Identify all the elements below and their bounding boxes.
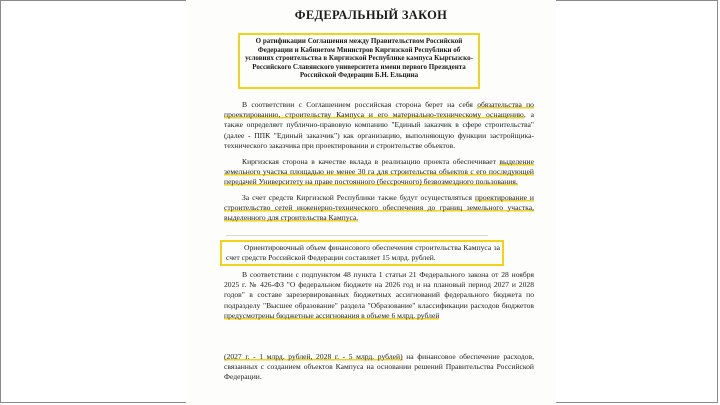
paragraph-budget-law — [224, 270, 534, 321]
paragraph-yearly-split — [224, 352, 534, 383]
paragraph-utility-networks — [224, 193, 534, 224]
highlighted-text: предусмотрены бюджетные ассигнования в объеме 6 млрд. рублей — [224, 310, 440, 320]
paragraph-lead: В соответствии с подпунктом 48 пункта 1 статьи 21 Федерального закона от 28 ноября 2025 г. № 426-ФЗ "О федеральном бюджете на 2026 год и на плановый период 2027 и 2028 годов" в составе зарезервированных бюджетных ассигнований федерального бюджета по подразделу "Высшее образование" раздела "Образование" классификации расходов бюджетов — [224, 270, 534, 310]
highlighted-text: обязательства по проектированию, строительству Кампуса и его материально-техническому оснащению — [224, 100, 534, 120]
highlighted-text: проектирование и строительство сетей инженерно-технического обеспечения до границ земельного участка, выделенного для строительства Кампуса. — [224, 193, 534, 223]
paragraph-funding-volume — [226, 243, 500, 263]
divider — [226, 235, 488, 236]
paragraph-rest: на финансовое обеспечение расходов, связанных с созданием объектов Кампуса на основании решений Правительства Российской Федерации. — [224, 352, 535, 382]
law-preamble: О ратификации Соглашения между Правительством Российской Федерации и Кабинетом Министров Киргизской Республики об условиях строительства в Киргизской Республике кампуса Кыргызско-Российского Славянского университета имени первого Президента Российской Федерации Б.Н. Ельцина — [245, 37, 473, 80]
paragraph-rest: , а также определяет публично-правовую компанию "Единый заказчик в сфере строительства" (далее - ППК "Единый заказчик") как организацию, выполняющую функции застройщика-технического заказчика при проектировании и строительстве объектов. — [224, 110, 534, 150]
paragraph-obligations — [224, 100, 534, 151]
document-page — [186, 0, 556, 405]
highlighted-text: (2027 г. - 1 млрд. рублей, 2028 г. - 5 млрд. рублей) — [224, 352, 403, 361]
highlighted-text: выделение земельного участка площадью не менее 30 га для строительства объектов с его последующей передачей Университету на праве постоянного (бессрочного) безвозмездного пользования. — [224, 157, 534, 187]
paragraph-lead: За счет средств Киргизской Республики также будут осуществляться — [242, 193, 475, 202]
highlighted-text: Ориентировочный объем финансового обеспечения строительства Кампуса за счет средств Российской Федерации составляет 15 млрд. рублей. — [226, 243, 500, 263]
paragraph-lead: Киргизская сторона в качестве вклада в реализацию проекта обеспечивает — [242, 157, 500, 166]
law-title: ФЕДЕРАЛЬНЫЙ ЗАКОН — [294, 8, 448, 22]
paragraph-land-plot — [224, 157, 534, 188]
paragraph-lead: В соответствии с Соглашением российская сторона берет на себя — [242, 100, 478, 109]
